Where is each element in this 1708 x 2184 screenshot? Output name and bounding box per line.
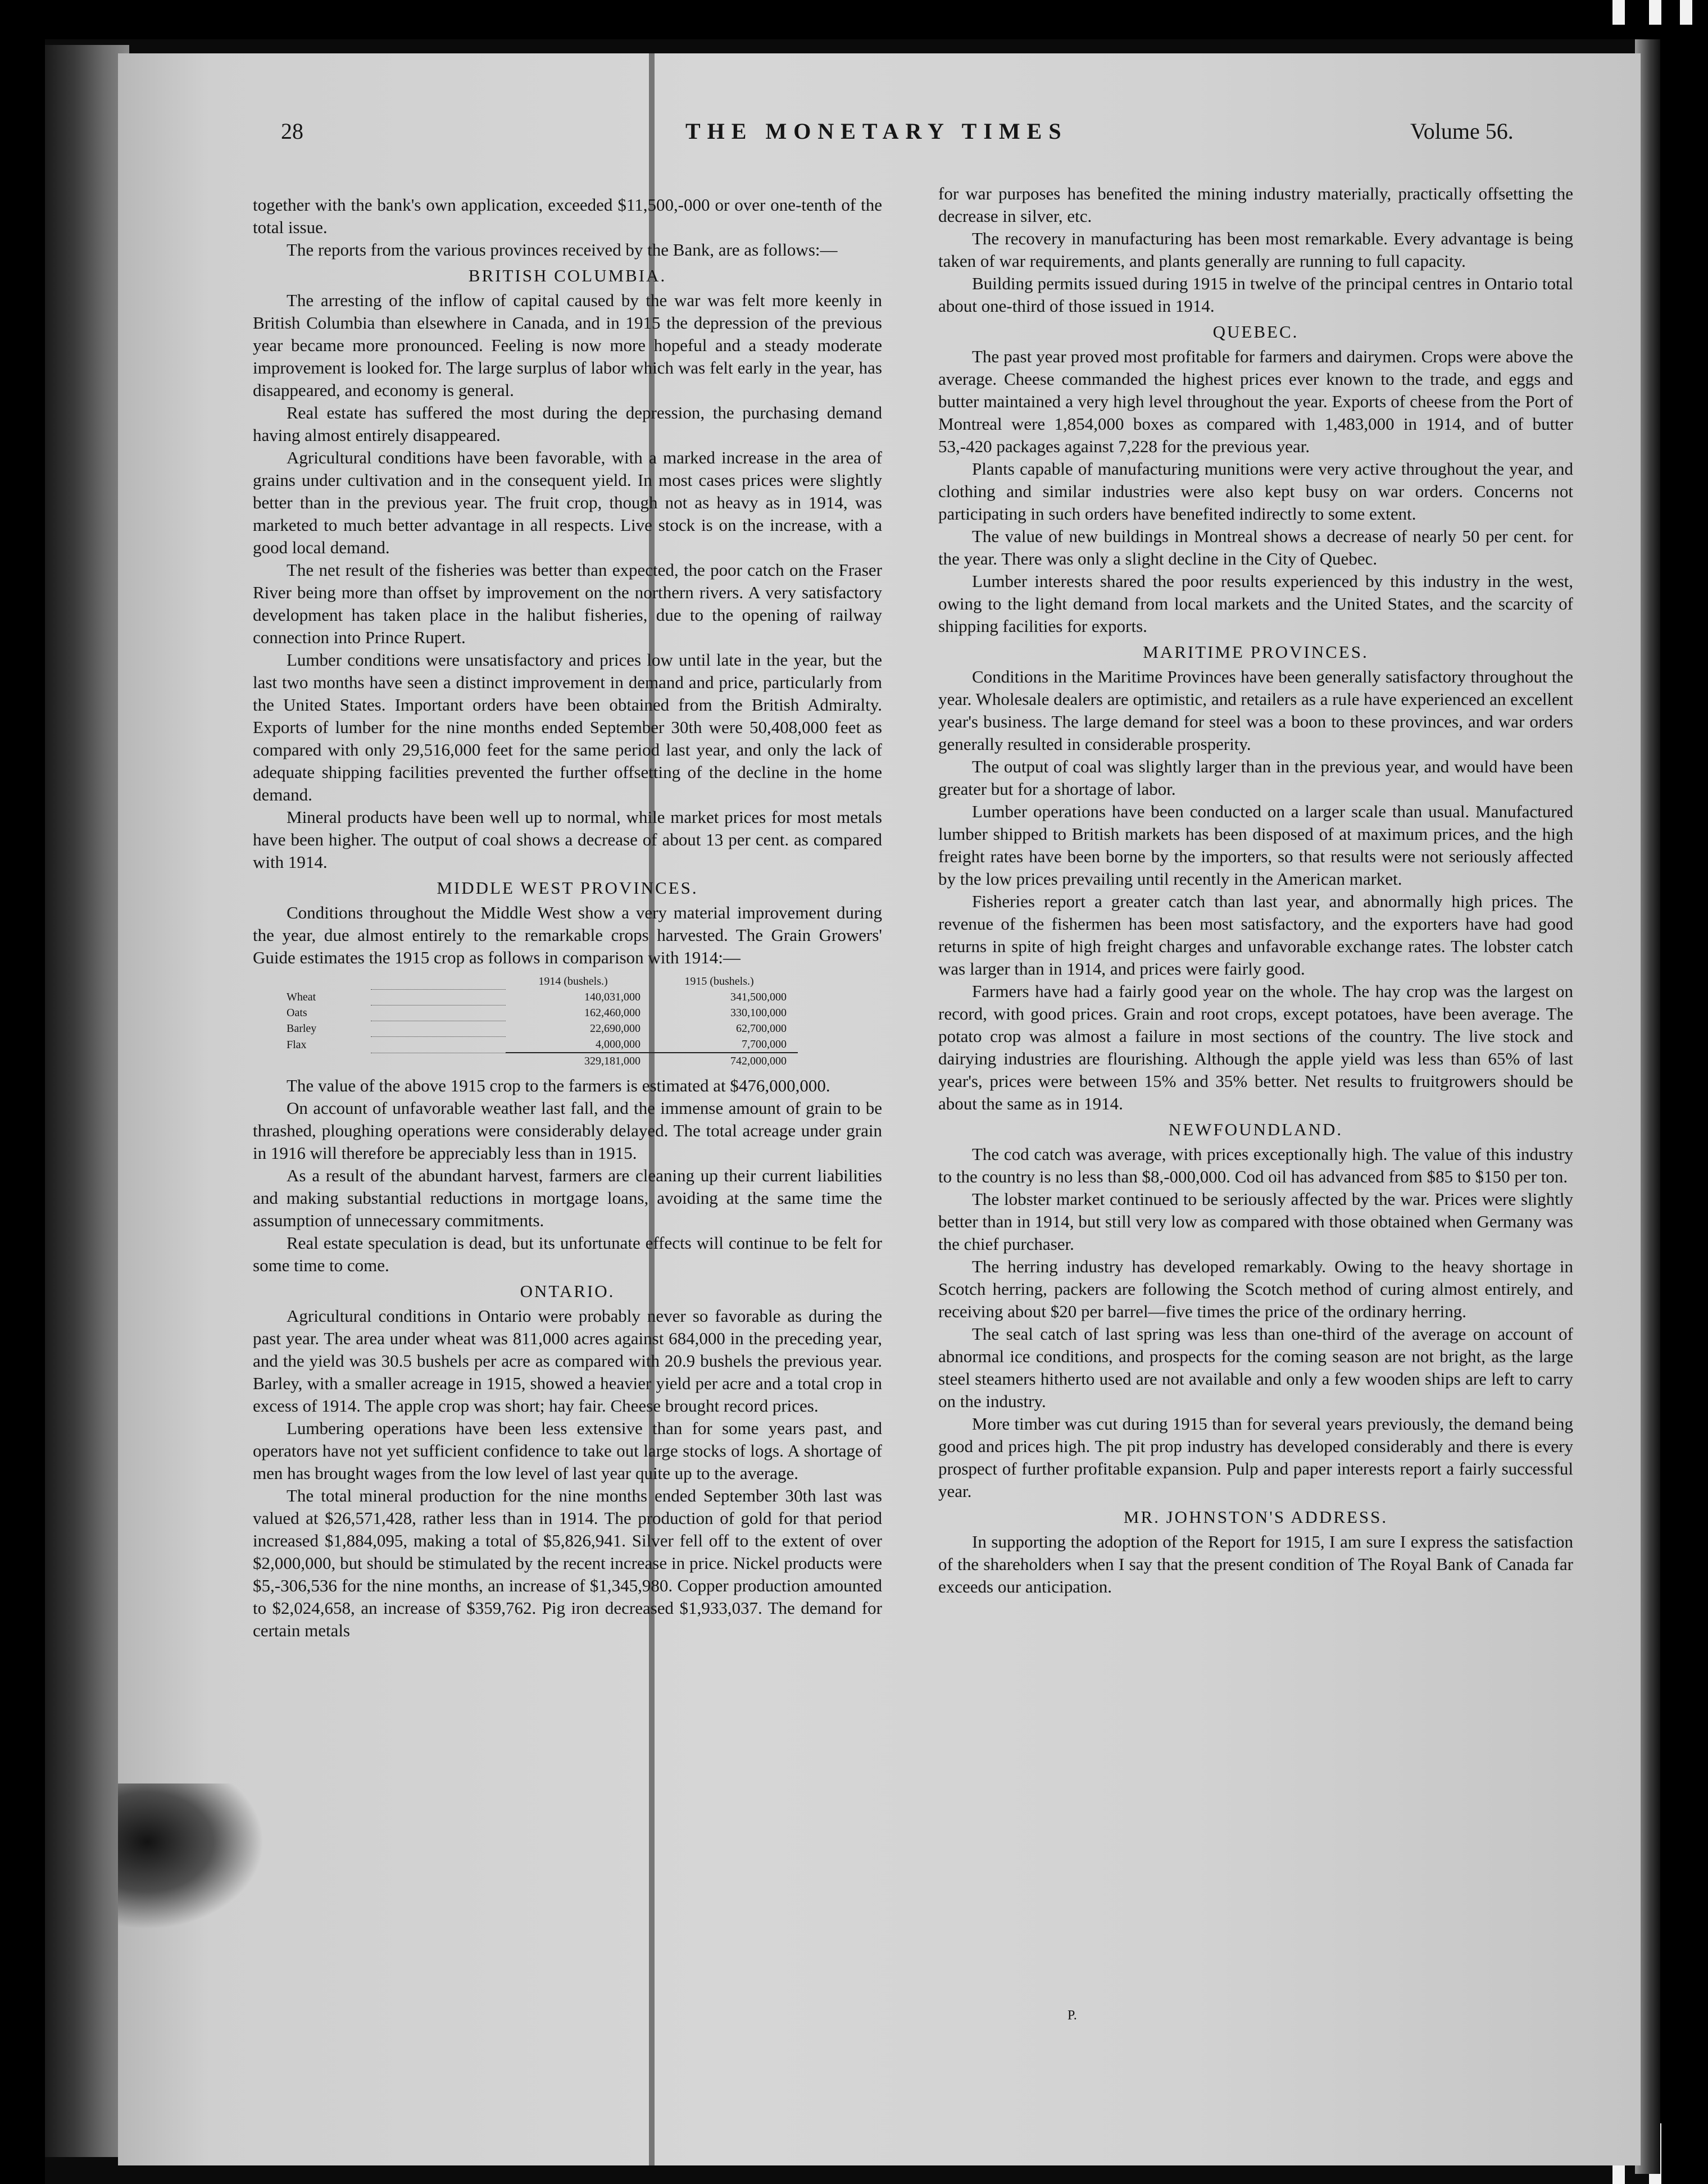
crop-1914: 140,031,000 (584, 991, 640, 1003)
section-heading: MIDDLE WEST PROVINCES. (437, 878, 698, 898)
table-row (287, 1005, 798, 1021)
publication-title: THE MONETARY TIMES (685, 119, 1068, 144)
crop-1914: 22,690,000 (590, 1022, 640, 1035)
column-header: 1914 (bushels.) (538, 975, 608, 988)
paragraph: The seal catch of last spring was less than one-third of the average on account of abnormal ice conditions, and prospects for the coming season are not bright, as the large steel steamers hitherto used are not available and only a few wooden ships are left to carry on the industry. (938, 1324, 1573, 1411)
table-total-row (287, 1053, 798, 1069)
crop-1915: 330,100,000 (730, 1007, 787, 1019)
paragraph: Farmers have had a fairly good year on the whole. The hay crop was the largest on record, with good prices. Grain and root crops, except potatoes, have been average. The potato crop was almost a failure in most sections of the country. The live stock and dairying industries are flourishing. Although the apple yield was less than 65% of last year's, prices were between 15% and 35% better. Net results to fruitgrowers should be about the same as in 1914. (938, 981, 1573, 1113)
table-row (287, 989, 798, 1005)
paragraph: for war purposes has benefited the mining industry materially, practically offsetting the decrease in silver, etc. (938, 184, 1573, 226)
paragraph: Lumber interests shared the poor results experienced by this industry in the west, owing to the light demand from local markets and the United States, and the scarcity of shipping facilities for exports. (938, 571, 1573, 636)
film-mark (1649, 0, 1661, 25)
crop-name: Wheat (287, 991, 316, 1003)
section-heading: NEWFOUNDLAND. (1168, 1120, 1343, 1139)
crop-name: Barley (287, 1022, 317, 1035)
paragraph: The lobster market continued to be seriously affected by the war. Prices were slightly better than in 1914, but still very low as compared with those obtained when Germany was the chief purchaser. (938, 1189, 1573, 1254)
table-row (287, 1036, 798, 1053)
crop-1914: 4,000,000 (596, 1038, 640, 1050)
paragraph: Lumbering operations have been less extensive than for some years past, and operators have not yet sufficient confidence to take out large stocks of logs. A shortage of men has brought wages from the low level of last year quite up to the average. (253, 1418, 882, 1483)
crop-name: Flax (287, 1038, 307, 1051)
paragraph: The recovery in manufacturing has been most remarkable. Every advantage is being taken of war requirements, and plants generally are running to full capacity. (938, 229, 1573, 271)
film-mark (1612, 0, 1625, 25)
paragraph: The reports from the various provinces received by the Bank, are as follows:— (287, 240, 838, 260)
crop-name: Oats (287, 1007, 307, 1019)
paragraph: In supporting the adoption of the Report for 1915, I am sure I express the satisfaction of the shareholders when I say that the present condition of The Royal Bank of Canada far exceeds our anticipation. (938, 1532, 1573, 1596)
column-header: 1915 (bushels.) (684, 975, 754, 988)
left-column (253, 194, 882, 1642)
footer-mark: P. (1068, 2008, 1077, 2023)
total-1915: 742,000,000 (652, 1053, 798, 1069)
scanned-page (118, 53, 1641, 2165)
paragraph: The value of new buildings in Montreal shows a decrease of nearly 50 per cent. for the year. There was only a slight decline in the City of Quebec. (938, 526, 1573, 568)
paragraph: The cod catch was average, with prices exceptionally high. The value of this industry to the country is no less than $8,-000,000. Cod oil has advanced from $85 to $150 per ton. (938, 1144, 1573, 1186)
paragraph: Conditions in the Maritime Provinces have been generally satisfactory throughout the year. Wholesale dealers are optimistic, and retailers as a rule have experienced an excellent year's business. The large demand for steel was a boon to these provinces, and war orders generally resulted in considerable prosperity. (938, 667, 1573, 754)
page-number: 28 (281, 119, 303, 144)
crop-table (287, 973, 798, 1069)
paragraph: Mineral products have been well up to normal, while market prices for most metals have been higher. The output of coal shows a decrease of about 13 per cent. as compared with 1914. (253, 807, 882, 872)
paragraph: Real estate speculation is dead, but its unfortunate effects will continue to be felt for some time to come. (253, 1233, 882, 1275)
volume-label: Volume 56. (1410, 119, 1514, 144)
paragraph: The total mineral production for the nine months ended September 30th last was valued at $26,571,428, rather less than in 1914. The production of gold for that period increased $1,884,095, making a total of $5,826,941. Silver fell off to the extent of over $2,000,000, but should be stimulated by the recent increase in price. Nickel products were $5,-306,536 for the nine months, an increase of $1,345,980. Copper production amounted to $2,024,658, an increase of $359,762. Pig iron decreased $1,933,037. The demand for certain metals (253, 1486, 882, 1640)
paragraph: Agricultural conditions in Ontario were probably never so favorable as during the past year. The area under wheat was 811,000 acres against 684,000 in the preceding year, and the yield was 30.5 bushels per acre as compared with 20.9 bushels the previous year. Barley, with a smaller acreage in 1915, showed a heavier yield per acre and a total crop in excess of 1914. The apple crop was short; hay fair. Cheese brought record prices. (253, 1306, 882, 1416)
paragraph: The value of the above 1915 crop to the farmers is estimated at $476,000,000. (287, 1076, 830, 1095)
film-border-top (0, 0, 1708, 39)
paragraph: More timber was cut during 1915 than for several years previously, the demand being good and prices high. The pit prop industry has developed considerably and there is every prospect of further profitable expansion. Pulp and paper interests report a fairly successful year. (938, 1414, 1573, 1501)
section-heading: MARITIME PROVINCES. (1143, 642, 1369, 662)
right-column (938, 183, 1573, 1598)
crop-1915: 62,700,000 (736, 1022, 787, 1035)
paragraph: Lumber operations have been conducted on a larger scale than usual. Manufactured lumber shipped to British markets has been disposed of at maximum prices, and the high freight rates have been borne by the importers, so that results were not seriously affected by the low prices prevailing until recently in the American market. (938, 802, 1573, 889)
paragraph: The past year proved most profitable for farmers and dairymen. Crops were above the average. Cheese commanded the highest prices ever known to the trade, and eggs and butter maintained a very high level throughout the year. Exports of cheese from the Port of Montreal were 1,854,000 boxes as compared with 1,483,000 in 1914, and of butter 53,-420 packages against 7,228 for the previous year. (938, 347, 1573, 456)
paragraph: together with the bank's own application, exceeded $11,500,-000 or over one-tenth of the total issue. (253, 195, 882, 237)
film-mark (1680, 0, 1692, 25)
section-heading: BRITISH COLUMBIA. (468, 266, 667, 285)
paragraph: Fisheries report a greater catch than last year, and abnormally high prices. The revenue of the fishermen has been most satisfactory, and the exporters have had good returns in spite of high freight charges and unfavorable exchange rates. The lobster catch was larger than in 1914, and prices were fairly good. (938, 891, 1573, 979)
paragraph: Real estate has suffered the most during the depression, the purchasing demand having almost entirely disappeared. (253, 403, 882, 445)
section-heading: QUEBEC. (1212, 322, 1299, 342)
page-header (118, 118, 1641, 157)
paragraph: As a result of the abundant harvest, farmers are cleaning up their current liabilities and making substantial reductions in mortgage loans, avoiding at the same time the assumption of unnecessary commitments. (253, 1166, 882, 1230)
crop-1914: 162,460,000 (584, 1007, 640, 1019)
paragraph: Building permits issued during 1915 in twelve of the principal centres in Ontario total about one-third of those issued in 1914. (938, 274, 1573, 316)
section-heading: MR. JOHNSTON'S ADDRESS. (1123, 1507, 1388, 1527)
paragraph: Agricultural conditions have been favorable, with a marked increase in the area of grains under cultivation and in the consequent yield. In most cases prices were slightly better than in the previous year. The fruit crop, though not as heavy as in 1914, was marketed to much better advantage in all respects. Live stock is on the increase, with a good local demand. (253, 448, 882, 557)
paragraph: On account of unfavorable weather last fall, and the immense amount of grain to be thrashed, ploughing operations were considerably delayed. The total acreage under grain in 1916 will therefore be appreciably less than in 1915. (253, 1098, 882, 1163)
paragraph: Plants capable of manufacturing munitions were very active throughout the year, and clothing and similar industries were also kept busy on war orders. Concerns not participating in such orders have benefited indirectly to some extent. (938, 459, 1573, 524)
paragraph: The net result of the fisheries was better than expected, the poor catch on the Fraser River being more than offset by improvement on the northern rivers. A very satisfactory development has taken place in the halibut fisheries, due to the opening of railway connection into Prince Rupert. (253, 560, 882, 647)
paragraph: The output of coal was slightly larger than in the previous year, and would have been greater but for a shortage of labor. (938, 757, 1573, 799)
crop-1915: 341,500,000 (730, 991, 787, 1003)
table-row (287, 1021, 798, 1036)
film-border-left (0, 0, 45, 2184)
paragraph: The arresting of the inflow of capital caused by the war was felt more keenly in British Columbia than elsewhere in Canada, and in 1915 the depression of the previous year became more pronounced. Feeling is now more hopeful and a steady moderate improvement is looked for. The large surplus of labor which was felt early in the year, has disappeared, and economy is general. (253, 290, 882, 400)
book-binding-left (45, 45, 129, 2157)
total-1914: 329,181,000 (506, 1053, 652, 1069)
paragraph: Lumber conditions were unsatisfactory and prices low until late in the year, but the last two months have seen a distinct improvement in demand and price, particularly from the United States. Important orders have been obtained from the British Admiralty. Exports of lumber for the nine months ended September 30th were 50,408,000 feet as compared with only 29,516,000 feet for the same period last year, and only the lack of adequate shipping facilities prevented the further offsetting of the decline in the home demand. (253, 650, 882, 804)
section-heading: ONTARIO. (520, 1281, 615, 1301)
crop-1915: 7,700,000 (742, 1038, 787, 1050)
film-border-right (1657, 0, 1708, 2184)
paragraph: Conditions throughout the Middle West show a very material improvement during the year, due almost entirely to the remarkable crops harvested. The Grain Growers' Guide estimates the 1915 crop as follows in comparison with 1914:— (253, 903, 882, 967)
thumb-shadow (118, 1783, 264, 1930)
paragraph: The herring industry has developed remarkably. Owing to the heavy shortage in Scotch herring, packers are following the Scotch method of curing almost entirely, and receiving about $20 per barrel—five times the price of the ordinary herring. (938, 1257, 1573, 1321)
